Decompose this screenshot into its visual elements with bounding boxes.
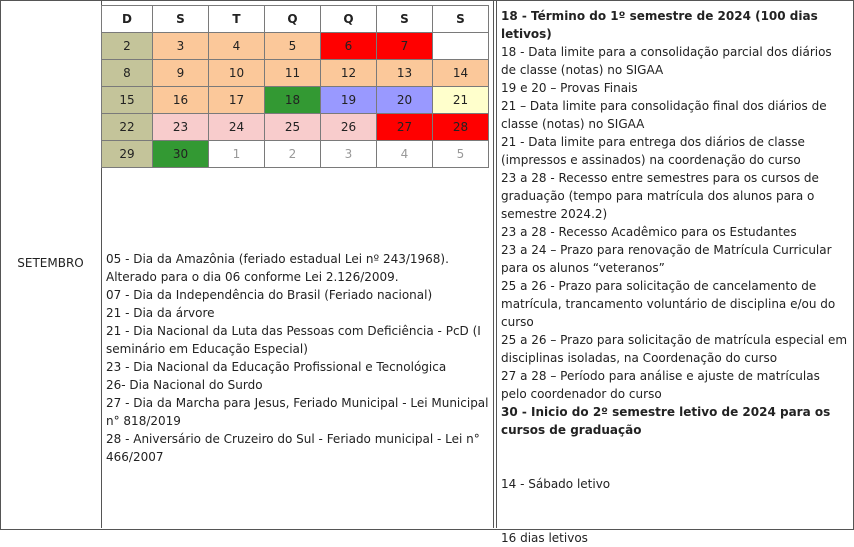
list-item: 26- Dia Nacional do Surdo: [106, 378, 263, 392]
list-item: 23 a 28 - Recesso Acadêmico para os Estudantes: [501, 225, 797, 239]
calendar-day-cell: 6: [321, 33, 377, 60]
calendar-day-cell: 3: [321, 141, 377, 168]
list-item: 18 - Data limite para a consolidação parcial dos diários de classe (notas) no SIGAA: [501, 45, 832, 77]
calendar-day-cell: 24: [209, 114, 265, 141]
calendar-day-cell: 30: [153, 141, 209, 168]
calendar-week-row: [102, 60, 489, 87]
list-item: 25 a 26 – Prazo para solicitação de matrícula especial em disciplinas isoladas, na Coordenação do curso: [501, 333, 848, 365]
calendar-day-cell: 23: [153, 114, 209, 141]
calendar-day-cell: 4: [377, 141, 433, 168]
weekday-header: S: [153, 6, 209, 33]
weekday-header: S: [377, 6, 433, 33]
calendar-day-cell: 10: [209, 60, 265, 87]
calendar-day-cell: 14: [433, 60, 489, 87]
calendar-day-cell: 11: [265, 60, 321, 87]
weekday-header: Q: [265, 6, 321, 33]
month-label: SETEMBRO: [17, 256, 84, 270]
calendar-day-cell: 13: [377, 60, 433, 87]
calendar-day-cell: 2: [265, 141, 321, 168]
list-item: 23 a 28 - Recesso entre semestres para os cursos de graduação (tempo para matrícula dos alunos para o semestre 2024.2): [501, 171, 819, 221]
calendar-day-cell: 29: [102, 141, 153, 168]
calendar-day-cell: 1: [209, 141, 265, 168]
academic-events-list: [501, 7, 849, 547]
calendar-day-cell: 25: [265, 114, 321, 141]
calendar-day-cell: 18: [265, 87, 321, 114]
calendar-day-cell: 27: [377, 114, 433, 141]
list-item: 07 - Dia da Independência do Brasil (Feriado nacional): [106, 288, 433, 302]
weekday-header: Q: [321, 6, 377, 33]
calendar-week-row: [102, 114, 489, 141]
weekday-header: T: [209, 6, 265, 33]
calendar-week-row: [102, 141, 489, 168]
list-item: 28 - Aniversário de Cruzeiro do Sul - Feriado municipal - Lei n° 466/2007: [106, 432, 480, 464]
column-divider: [496, 0, 497, 528]
list-item: 27 - Dia da Marcha para Jesus, Feriado Municipal - Lei Municipal n° 818/2019: [106, 396, 489, 428]
calendar-day-cell: 7: [377, 33, 433, 60]
list-item: 21 - Dia Nacional da Luta das Pessoas com Deficiência - PcD (I seminário em Educação Especial): [106, 324, 481, 356]
list-item: 21 - Data limite para entrega dos diários de classe (impressos e assinados) na coordenação do curso: [501, 135, 805, 167]
list-item: 05 - Dia da Amazônia (feriado estadual Lei nº 243/1968). Alterado para o dia 06 conforme Lei 2.126/2009.: [106, 252, 449, 284]
calendar-day-cell: 5: [433, 141, 489, 168]
calendar-day-cell: 16: [153, 87, 209, 114]
calendar-day-cell: 19: [321, 87, 377, 114]
calendar-day-cell: 12: [321, 60, 377, 87]
calendar-day-cell: 2: [102, 33, 153, 60]
calendar-week-row: [102, 87, 489, 114]
commemorative-dates-list: [106, 250, 491, 466]
month-calendar-grid: [101, 5, 489, 168]
calendar-day-cell: 8: [102, 60, 153, 87]
calendar-day-cell: 15: [102, 87, 153, 114]
calendar-empty-cell: [433, 33, 489, 60]
list-item: 21 – Data limite para consolidação final dos diários de classe (notas) no SIGAA: [501, 99, 827, 131]
weekday-header-row: [102, 6, 489, 33]
list-item: 21 - Dia da árvore: [106, 306, 215, 320]
calendar-day-cell: 22: [102, 114, 153, 141]
list-item: 23 a 24 – Prazo para renovação de Matrícula Curricular para os alunos “veteranos”: [501, 243, 832, 275]
calendar-day-cell: 3: [153, 33, 209, 60]
school-days-count: 16 dias letivos: [501, 531, 588, 545]
calendar-day-cell: 4: [209, 33, 265, 60]
list-item: 18 - Término do 1º semestre de 2024 (100 dias letivos): [501, 9, 818, 41]
calendar-week-row: [102, 33, 489, 60]
column-divider: [493, 0, 494, 528]
list-item: 27 a 28 – Período para análise e ajuste de matrículas pelo coordenador do curso: [501, 369, 820, 401]
calendar-day-cell: 17: [209, 87, 265, 114]
weekday-header: D: [102, 6, 153, 33]
calendar-day-cell: 21: [433, 87, 489, 114]
calendar-day-cell: 9: [153, 60, 209, 87]
calendar-day-cell: 26: [321, 114, 377, 141]
calendar-day-cell: 5: [265, 33, 321, 60]
list-item: 19 e 20 – Provas Finais: [501, 81, 638, 95]
calendar-day-cell: 28: [433, 114, 489, 141]
list-item: 30 - Inicio do 2º semestre letivo de 2024 para os cursos de graduação: [501, 405, 831, 437]
list-item: 23 - Dia Nacional da Educação Profissional e Tecnológica: [106, 360, 447, 374]
list-item: 25 a 26 - Prazo para solicitação de cancelamento de matrícula, trancamento voluntário de disciplina e/ou do curso: [501, 279, 836, 329]
calendar-day-cell: 20: [377, 87, 433, 114]
weekday-header: S: [433, 6, 489, 33]
saturday-note: 14 - Sábado letivo: [501, 477, 611, 491]
